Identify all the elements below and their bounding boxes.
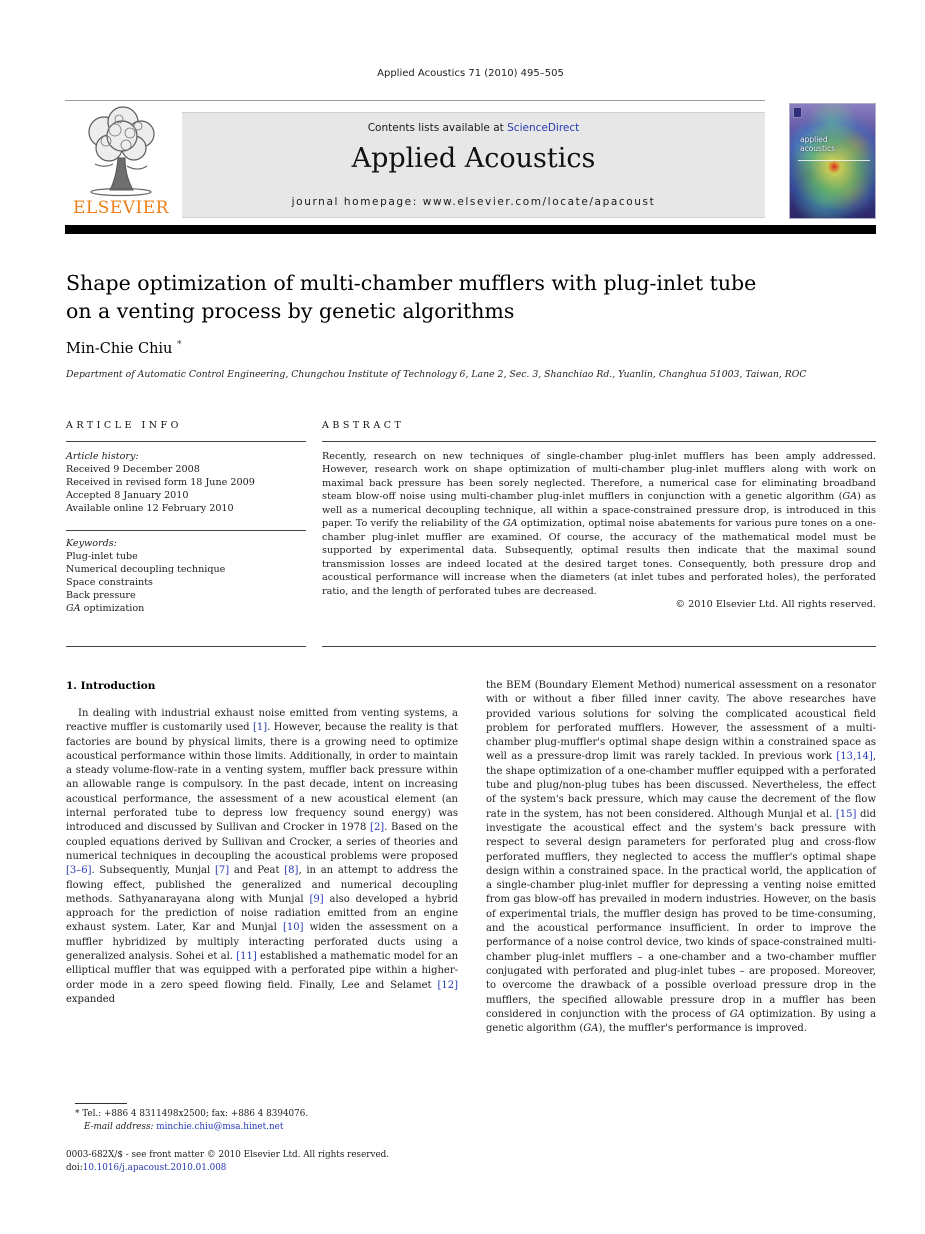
journal-banner <box>182 112 765 218</box>
journal-homepage-link[interactable]: journal homepage: www.elsevier.com/locate/apacoust <box>291 196 656 208</box>
keyword-item: Plug-inlet tube <box>66 551 138 562</box>
abstract-text: Recently, research on new techniques of single-chamber plug-inlet mufflers has been amply addressed. However, research work on shape optimization of multi-chamber plug-inlet mufflers along with work on maximal back pressure has been sorely neglected. Therefore, a numerical case for eliminating broadband steam blow-off noise using multi-chamber plug-inlet mufflers in conjunction with a genetic algorithm (GA) as well as a numerical decoupling technique, all within a space-constrained pressure drop, is introduced in this paper. To verify the reliability of the GA optimization, optimal noise abatements for various pure tones on a one-chamber plug-inlet muffler are examined. Of course, the accuracy of the mathematical model must be supported by experimental data. Subsequently, optimal results then indicate that the maximal sound transmission losses are indeed located at the desired target tones. Consequently, both pressure drop and acoustical performance will increase when the diameters (at inlet tubes and perforated holes), the perforated ratio, and the length of perforated tubes are decreased. <box>322 451 876 597</box>
history-label: Article history: <box>66 451 139 462</box>
author-name: Min-Chie Chiu * <box>66 340 182 357</box>
header-rule <box>65 100 765 101</box>
journal-title: Applied Acoustics <box>351 143 596 174</box>
cover-title: applied acoustics <box>800 135 836 153</box>
email-link[interactable]: minchie.chiu@msa.hinet.net <box>156 1122 284 1132</box>
doi-link[interactable]: 10.1016/j.apacoust.2010.01.008 <box>82 1163 227 1173</box>
history-item: Received in revised form 18 June 2009 <box>66 476 255 488</box>
article-title: Shape optimization of multi-chamber mufflers with plug-inlet tube on a venting process by genetic algorithms <box>66 271 757 323</box>
info-rule-top <box>66 441 306 442</box>
running-head: Applied Acoustics 71 (2010) 495–505 <box>377 68 564 79</box>
keywords-label: Keywords: <box>66 538 117 549</box>
abstract-heading: ABSTRACT <box>322 420 405 431</box>
citation-link[interactable]: [7] <box>214 865 230 877</box>
citation-link[interactable]: [8] <box>284 865 299 877</box>
citation-link[interactable]: [11] <box>236 951 257 963</box>
article-info-heading: ARTICLE INFO <box>66 420 182 431</box>
intro-paragraph-left: In dealing with industrial exhaust noise emitted from venting systems, a reactive muffler is customarily used [1]. However, because the reality is that factories are bound by physical limits, there is a growing need to optimize acoustical performance within those limits. Additionally, in order to maintain a steady volume-flow-rate in a venting system, muffler back pressure within an allowable range is compulsory. In the past decade, intent on increasing acoustical performance, the assessment of a new acoustical element (an internal perforated tube to depress low frequency sound energy) was introduced and discussed by Sullivan and Crocker in 1978 [2]. Based on the coupled equations derived by Sullivan and Crocker, a series of theories and numerical techniques in decoupling the acoustical problems were proposed [3–6]. Subsequently, Munjal [7] and Peat [8], in an attempt to address the flowing effect, published the generalized and numerical decoupling methods. Sathyanarayana along with Munjal [9] also developed a hybrid approach for the prediction of noise radiation emitted from an engine exhaust system. Later, Kar and Munjal [10] widen the assessment on a muffler hybridized by multiply interacting perforated ducts using a generalized analysis. Sohei et al. [11] established a mathematic model for an elliptical muffler that was equipped with a perforated pipe within a higher-order mode in a zero speed flowing field. Finally, Lee and Selamet [12] expanded <box>66 708 459 1005</box>
issn-line: 0003-682X/$ - see front matter © 2010 Elsevier Ltd. All rights reserved. <box>66 1150 390 1160</box>
elsevier-tree-icon <box>71 104 171 198</box>
abstract-copyright: © 2010 Elsevier Ltd. All rights reserved. <box>675 598 876 610</box>
citation-link[interactable]: [10] <box>282 922 304 934</box>
footnote-mark: * <box>75 1109 80 1119</box>
cover-corner-logo <box>793 107 802 118</box>
author-footnote-mark[interactable]: * <box>177 340 182 350</box>
citation-link[interactable]: [1] <box>252 722 268 734</box>
author-affiliation: Department of Automatic Control Engineering, Chungchou Institute of Technology 6, Lane 2, Sec. 3, Shanchiao Rd., Yuanlin, Changhua 51003, Taiwan, ROC <box>66 369 807 380</box>
cover-divider <box>798 160 870 161</box>
history-item: Accepted 8 January 2010 <box>66 489 189 501</box>
citation-link[interactable]: [2] <box>370 822 385 834</box>
intro-column-left <box>66 707 458 1007</box>
keyword-item: Numerical decoupling technique <box>66 563 226 575</box>
citation-link[interactable]: [13,14] <box>836 751 873 763</box>
citation-link[interactable]: [15] <box>835 808 857 820</box>
citation-link[interactable]: [3–6] <box>66 865 92 877</box>
elsevier-wordmark: ELSEVIER <box>73 198 169 218</box>
section-divider-bar <box>65 225 876 234</box>
doi-label: doi: <box>66 1163 83 1173</box>
footnote-rule <box>75 1103 127 1104</box>
keyword-item: Back pressure <box>66 589 136 601</box>
intro-column-right <box>486 679 876 1036</box>
keyword-item: GA optimization <box>66 602 145 614</box>
introduction-heading: 1. Introduction <box>66 680 156 692</box>
doi-line <box>66 1163 226 1173</box>
elsevier-logo <box>65 104 177 218</box>
email-label: E-mail address: <box>84 1122 154 1132</box>
keyword-item: Space constraints <box>66 576 153 588</box>
citation-link[interactable]: [9] <box>309 893 324 905</box>
footnote-email <box>84 1122 283 1132</box>
history-item: Available online 12 February 2010 <box>66 502 234 514</box>
intro-paragraph-right: the BEM (Boundary Element Method) numerical assessment on a resonator with or without a fiber filled inner cavity. The above researches have provided various solutions for solving the complicated acoustical field problem for perforated mufflers. However, the assessment of a multi-chamber plug-muffler's optimal shape design within a constrained space as well as a pressure-drop limit was rarely tackled. In previous work [13,14], the shape optimization of a one-chamber muffler equipped with a perforated tube and plug/non-plug tubes has been discussed. Nevertheless, the effect of the system's back pressure, which may cause the decrement of the flow rate in the system, has not been considered. Although Munjal et al. [15] did investigate the acoustical effect and the system's back pressure with respect to several design parameters for perforated plug and cross-flow perforated mufflers, they neglected to access the muffler's optimal shape design within a constrained space. In the practical world, the application of a single-chamber plug-inlet muffler for depressing a venting noise emitted from gas blow-off has prevailed in modern industries. However, on the basis of experimental trials, the muffler design has proved to be time-consuming, and the acoustical performance insufficient. In order to improve the performance of a noise control device, two kinds of space-constrained multi-chamber plug-inlet mufflers – a one-chamber and a two-chamber muffler conjugated with perforated and plug-inlet tubes – are proposed. Moreover, to overcome the drawback of a possible overload pressure drop in the mufflers, the specified allowable pressure drop in a muffler has been considered in conjunction with the process of GA optimization. By using a genetic algorithm (GA), the muffler's performance is improved. <box>486 680 876 1035</box>
history-item: Received 9 December 2008 <box>66 464 200 475</box>
info-rule-bottom <box>66 646 306 647</box>
abstract-rule-bottom <box>322 646 876 647</box>
history-list <box>66 464 316 516</box>
journal-cover-thumbnail <box>789 103 876 219</box>
contents-line <box>182 122 765 134</box>
keywords-list <box>66 551 316 616</box>
sciencedirect-link[interactable]: ScienceDirect <box>507 122 580 134</box>
contents-prefix: Contents lists available at <box>367 122 508 134</box>
info-rule-mid <box>66 530 306 531</box>
citation-link[interactable]: [12] <box>437 979 458 991</box>
abstract-rule-top <box>322 441 876 442</box>
footnote-tel: * Tel.: +886 4 8311498x2500; fax: +886 4 8394076. <box>75 1109 309 1119</box>
abstract-block <box>322 450 876 611</box>
